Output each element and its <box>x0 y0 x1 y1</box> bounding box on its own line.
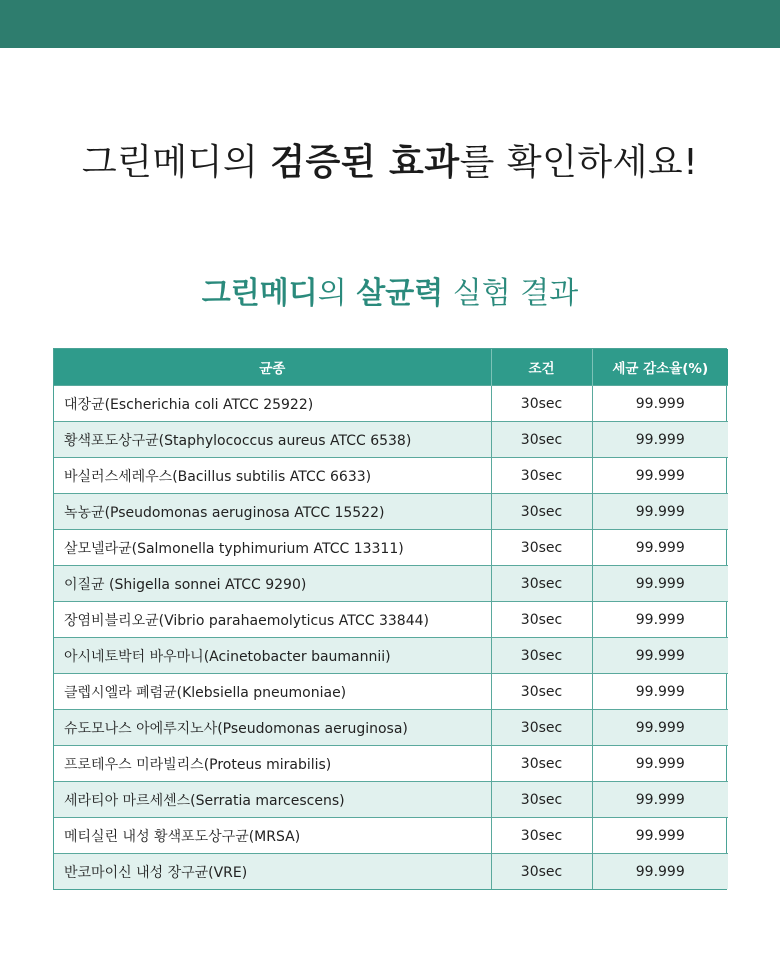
condition-cell: 30sec <box>491 422 592 458</box>
reduction-cell: 99.999 <box>592 602 728 638</box>
condition-cell: 30sec <box>491 494 592 530</box>
strain-cell: 살모넬라균(Salmonella typhimurium ATCC 13311) <box>54 530 491 566</box>
table-header-row <box>54 349 728 386</box>
reduction-cell: 99.999 <box>592 782 728 818</box>
condition-cell: 30sec <box>491 710 592 746</box>
header-reduction-rate: 세균 감소율(%) <box>592 349 728 386</box>
strain-cell: 클렙시엘라 폐렴균(Klebsiella pneumoniae) <box>54 674 491 710</box>
table-row <box>54 494 728 530</box>
headline-emphasis: 검증된 효과 <box>270 142 460 183</box>
condition-cell: 30sec <box>491 674 592 710</box>
condition-cell: 30sec <box>491 818 592 854</box>
headline-part1: 그린메디의 <box>81 142 271 183</box>
reduction-cell: 99.999 <box>592 854 728 890</box>
reduction-cell: 99.999 <box>592 638 728 674</box>
reduction-cell: 99.999 <box>592 530 728 566</box>
subhead-rest: 실험 결과 <box>443 276 579 311</box>
table-row <box>54 782 728 818</box>
strain-cell: 프로테우스 미라빌리스(Proteus mirabilis) <box>54 746 491 782</box>
subhead-emphasis: 살균력 <box>356 276 444 311</box>
condition-cell: 30sec <box>491 386 592 422</box>
reduction-cell: 99.999 <box>592 458 728 494</box>
table-row <box>54 386 728 422</box>
subhead-brand: 그린메디 <box>201 276 318 311</box>
page-headline <box>0 134 780 185</box>
strain-cell: 아시네토박터 바우마니(Acinetobacter baumannii) <box>54 638 491 674</box>
strain-cell: 반코마이신 내성 장구균(VRE) <box>54 854 491 890</box>
condition-cell: 30sec <box>491 602 592 638</box>
table-row <box>54 458 728 494</box>
reduction-cell: 99.999 <box>592 746 728 782</box>
subhead-particle: 의 <box>317 276 357 311</box>
table-row <box>54 638 728 674</box>
table-row <box>54 674 728 710</box>
table-row <box>54 422 728 458</box>
results-table <box>54 349 728 889</box>
condition-cell: 30sec <box>491 854 592 890</box>
reduction-cell: 99.999 <box>592 386 728 422</box>
strain-cell: 이질균 (Shigella sonnei ATCC 9290) <box>54 566 491 602</box>
condition-cell: 30sec <box>491 746 592 782</box>
reduction-cell: 99.999 <box>592 674 728 710</box>
condition-cell: 30sec <box>491 458 592 494</box>
table-row <box>54 854 728 890</box>
strain-cell: 장염비블리오균(Vibrio parahaemolyticus ATCC 33844) <box>54 602 491 638</box>
strain-cell: 세라티아 마르세센스(Serratia marcescens) <box>54 782 491 818</box>
table-row <box>54 818 728 854</box>
headline-part3: 를 확인하세요! <box>459 142 699 183</box>
strain-cell: 황색포도상구균(Staphylococcus aureus ATCC 6538) <box>54 422 491 458</box>
reduction-cell: 99.999 <box>592 422 728 458</box>
condition-cell: 30sec <box>491 566 592 602</box>
strain-cell: 슈도모나스 아에루지노사(Pseudomonas aeruginosa) <box>54 710 491 746</box>
table-row <box>54 602 728 638</box>
condition-cell: 30sec <box>491 530 592 566</box>
results-table-container <box>53 348 727 890</box>
header-strain: 균종 <box>54 349 491 386</box>
strain-cell: 바실러스세레우스(Bacillus subtilis ATCC 6633) <box>54 458 491 494</box>
reduction-cell: 99.999 <box>592 494 728 530</box>
reduction-cell: 99.999 <box>592 710 728 746</box>
header-condition: 조건 <box>491 349 592 386</box>
condition-cell: 30sec <box>491 638 592 674</box>
strain-cell: 메티실린 내성 황색포도상구균(MRSA) <box>54 818 491 854</box>
strain-cell: 녹농균(Pseudomonas aeruginosa ATCC 15522) <box>54 494 491 530</box>
table-row <box>54 746 728 782</box>
table-row <box>54 710 728 746</box>
condition-cell: 30sec <box>491 782 592 818</box>
reduction-cell: 99.999 <box>592 818 728 854</box>
section-title <box>0 268 780 312</box>
table-row <box>54 566 728 602</box>
table-row <box>54 530 728 566</box>
strain-cell: 대장균(Escherichia coli ATCC 25922) <box>54 386 491 422</box>
reduction-cell: 99.999 <box>592 566 728 602</box>
top-banner-bar <box>0 0 780 48</box>
